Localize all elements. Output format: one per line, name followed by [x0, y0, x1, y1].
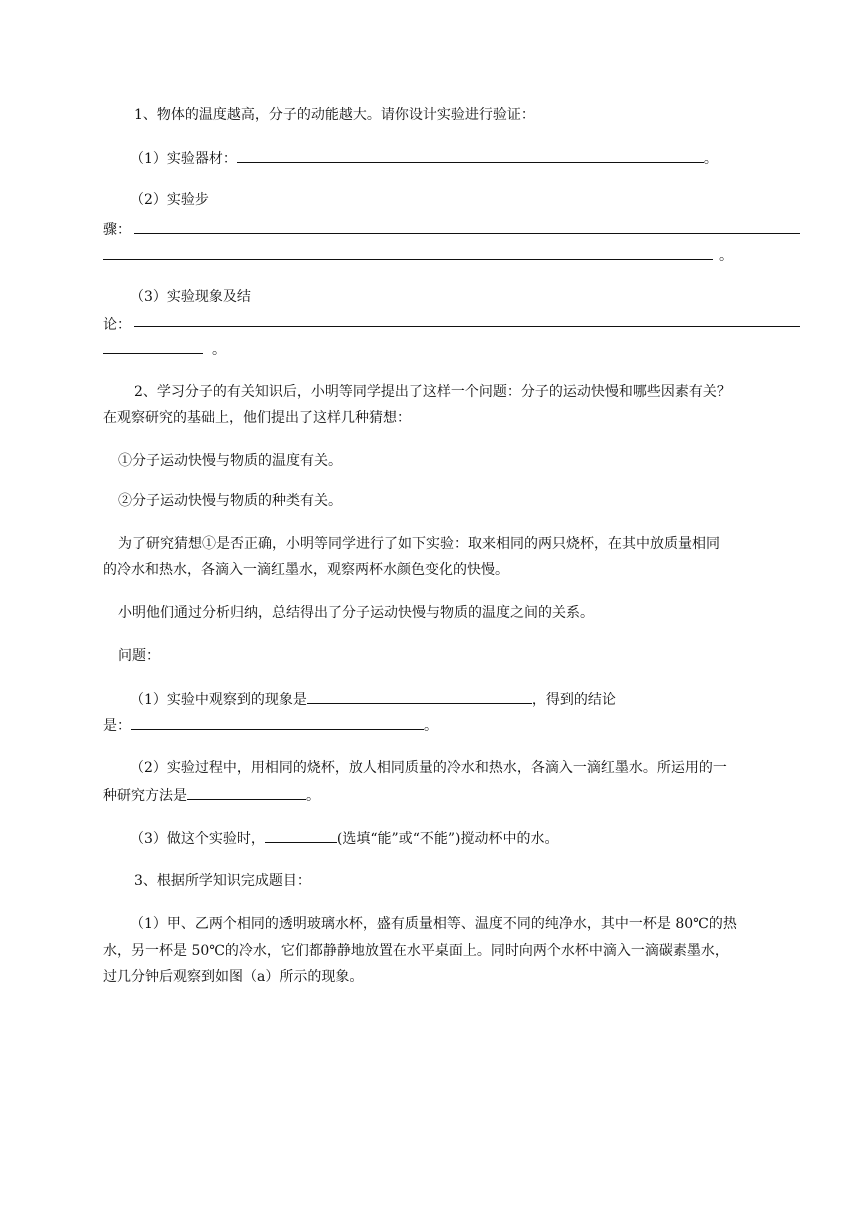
q1-steps-blank-line2[interactable]: [103, 259, 713, 260]
q2-sub1-label: （1）实验中观察到的现象是: [130, 692, 307, 708]
q2-sub2-line1: （2）实验过程中，用相同的烧杯，放人相同质量的冷水和热水，各滴入一滴红墨水。所运用的一: [130, 760, 727, 776]
q1-part2-label-a: （2）实验步: [130, 192, 209, 208]
q1-steps-blank-line1[interactable]: [134, 233, 800, 234]
q1-part2-label-b: 骤：: [103, 222, 131, 238]
q1-stem: 1、物体的温度越高，分子的动能越大。请你设计实验进行验证：: [134, 107, 535, 123]
q2-sub2-line2: [103, 785, 320, 806]
q2-sub3-label: （3）做这个实验时，: [130, 831, 265, 847]
q2-summary: 小明他们通过分析归纳，总结得出了分子运动快慢与物质的温度之间的关系。: [118, 605, 594, 621]
q1-part1-label: （1）实验器材：: [130, 151, 237, 167]
q3-sub1-line3: 过几分钟后观察到如图（a）所示的现象。: [103, 969, 364, 985]
q2-experiment-line2: 的冷水和热水，各滴入一滴红墨水，观察两杯水颜色变化的快慢。: [103, 562, 509, 578]
q2-questions-label: 问题：: [118, 648, 160, 664]
q3-sub1-line1: （1）甲、乙两个相同的透明玻璃水杯，盛有质量相等、温度不同的纯净水，其中一杯是 80℃的热: [130, 916, 737, 932]
q1-equipment-blank[interactable]: [237, 148, 704, 163]
q2-conclusion-blank[interactable]: [131, 715, 424, 730]
q1-part2-end: 。: [719, 248, 733, 264]
q1-conclusion-blank-line1[interactable]: [134, 326, 800, 327]
q1-part3-label-b: 论：: [103, 317, 131, 333]
q1-part3-label-a: （3）实验现象及结: [130, 289, 251, 305]
q2-guess2: ②分子运动快慢与物质的种类有关。: [118, 493, 342, 509]
q2-stir-blank[interactable]: [265, 828, 337, 843]
q2-sub1-conclusion-prefix: 是：: [103, 718, 131, 734]
q2-stem-line2: 在观察研究的基础上，他们提出了这样几种猜想：: [103, 410, 411, 426]
q2-sub1-end: 。: [424, 718, 438, 734]
q3-sub1-line2: 水，另一杯是 50℃的冷水，它们都静静地放置在水平桌面上。同时向两个水杯中滴入一滴碳素墨水，: [103, 943, 729, 959]
q2-sub1-line2: [103, 715, 438, 736]
q2-guess1: ①分子运动快慢与物质的温度有关。: [118, 453, 342, 469]
q2-method-blank[interactable]: [187, 785, 306, 800]
q1-part1-end: 。: [703, 151, 718, 167]
q2-stem-line1: 2、学习分子的有关知识后，小明等同学提出了这样一个问题：分子的运动快慢和哪些因素有关？: [134, 384, 731, 400]
q1-part3-end: 。: [212, 342, 226, 358]
q2-experiment-line1: 为了研究猜想①是否正确，小明等同学进行了如下实验：取来相同的两只烧杯，在其中放质量相同: [118, 536, 720, 552]
q2-phenomenon-blank[interactable]: [307, 689, 532, 704]
q2-sub1-line1: [130, 689, 616, 710]
q3-stem: 3、根据所学知识完成题目：: [134, 873, 311, 889]
q2-sub3-tail: (选填“能”或“不能”)搅动杯中的水。: [336, 831, 559, 847]
q2-sub1-conclusion-label: ，得到的结论: [531, 692, 616, 708]
q1-part1: [130, 148, 718, 169]
q2-sub3: [130, 828, 558, 849]
q2-sub2-end: 。: [306, 788, 320, 804]
q1-conclusion-blank-line2[interactable]: [103, 353, 203, 354]
q2-sub2-label: 种研究方法是: [103, 788, 187, 804]
